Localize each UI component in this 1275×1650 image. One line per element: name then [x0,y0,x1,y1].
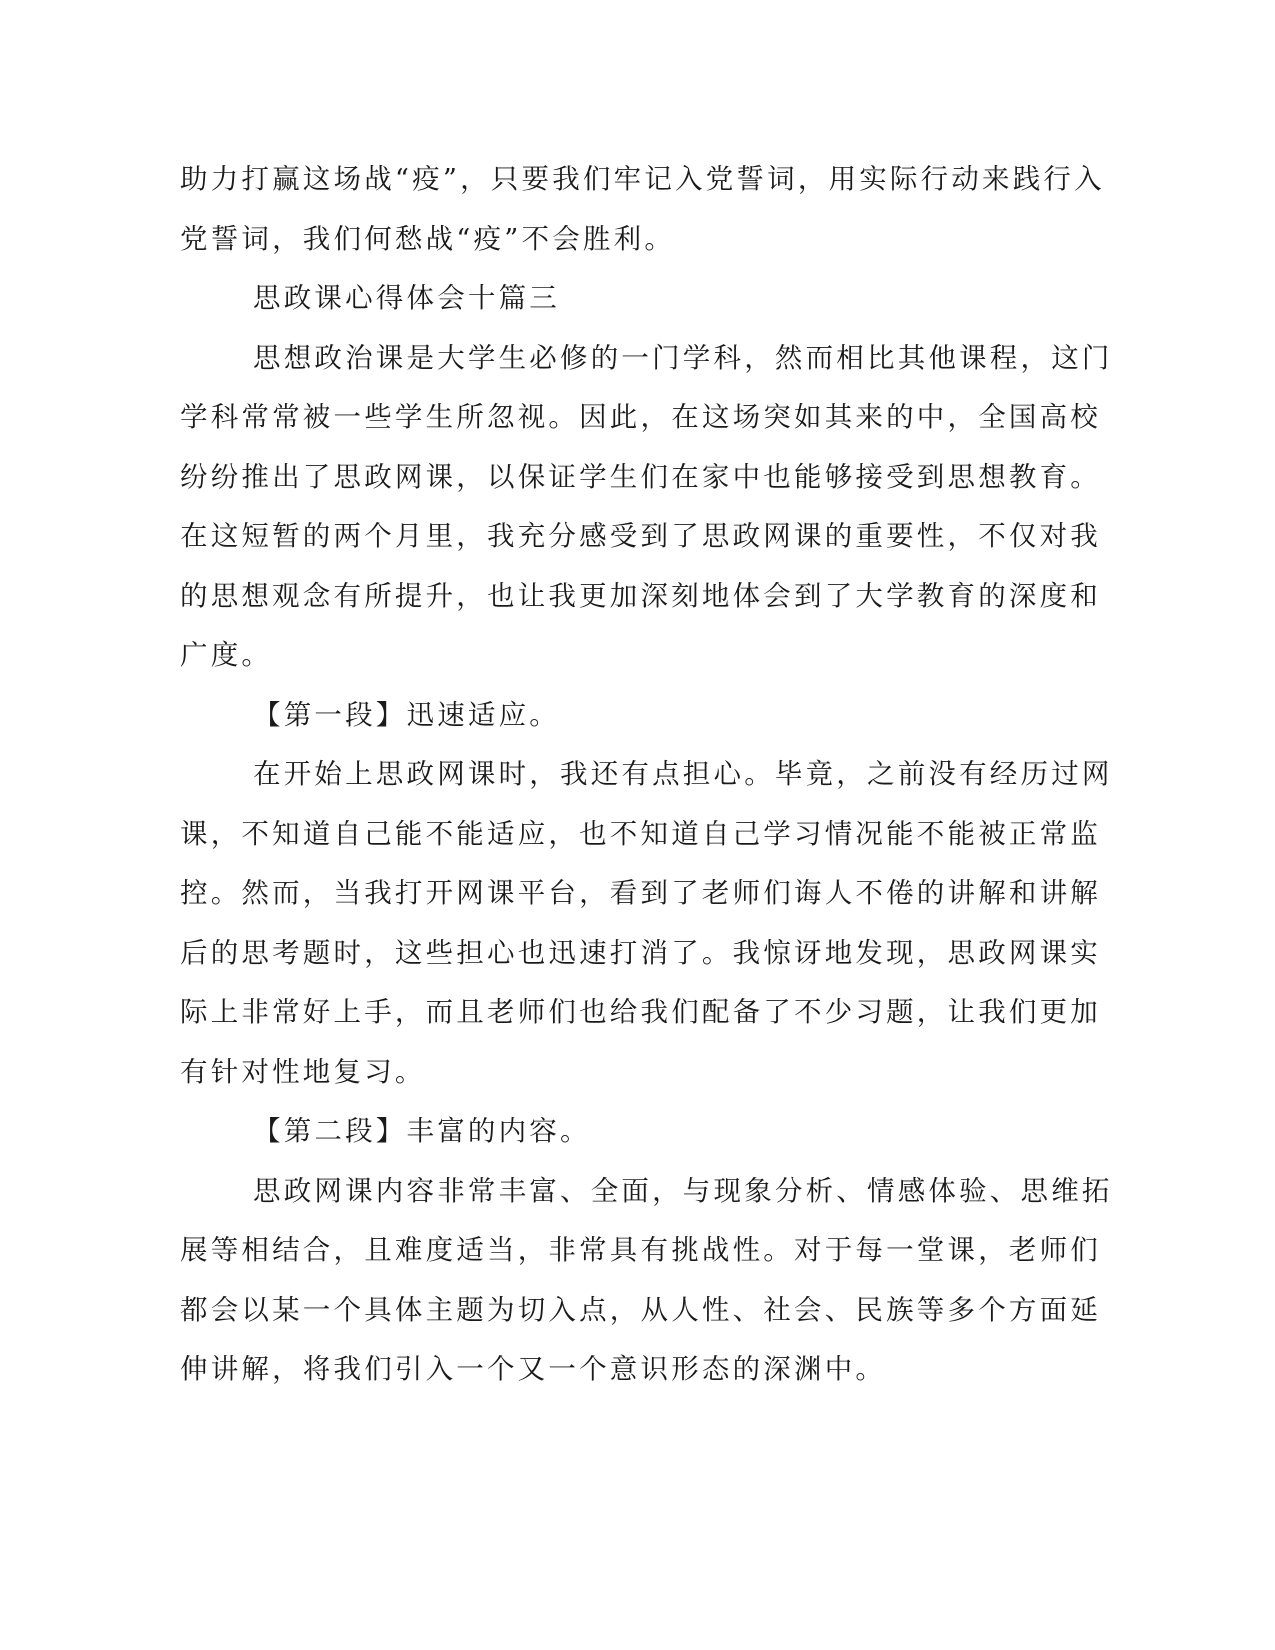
text-line: 党誓词，我们何愁战“疫”不会胜利。 [180,222,676,255]
text-line: 有针对性地复习。 [180,1055,426,1088]
text-line: 纷纷推出了思政网课，以保证学生们在家中也能够接受到思想教育。 [180,460,1101,493]
text-line: 思政课心得体会十篇三 [253,282,560,314]
section-one-heading [180,686,1040,746]
text-line: 在开始上思政网课时，我还有点担心。毕竟，之前没有经历过网 [253,758,1113,790]
text-line: 思想政治课是大学生必修的一门学科，然而相比其他课程，这门 [253,341,1113,374]
text-line: 的思想观念有所提升，也让我更加深刻地体会到了大学教育的深度和 [180,579,1101,612]
document-page [180,150,1113,1400]
paragraph-continuation [180,150,1105,269]
text-line: 控。然而，当我打开网课平台，看到了老师们诲人不倦的讲解和讲解 [180,877,1101,909]
text-line: 在这短暂的两个月里，我充分感受到了思政网课的重要性，不仅对我 [180,520,1101,552]
text-line: 广度。 [180,639,273,671]
text-line: 助力打赢这场战“疫”，只要我们牢记入党誓词，用实际行动来践行入 [180,163,1105,195]
section-two-heading [180,1102,1040,1162]
paragraph-section-one [180,745,1113,1102]
text-line: 【第一段】迅速适应。 [253,698,560,731]
text-line: 思政网课内容非常丰富、全面，与现象分析、情感体验、思维拓 [253,1174,1113,1207]
text-line: 后的思考题时，这些担心也迅速打消了。我惊讶地发现，思政网课实 [180,936,1101,969]
text-line: 学科常常被一些学生所忽视。因此，在这场突如其来的中，全国高校 [180,401,1101,433]
text-line: 展等相结合，且难度适当，非常具有挑战性。对于每一堂课，老师们 [180,1234,1101,1266]
text-line: 伸讲解，将我们引入一个又一个意识形态的深渊中。 [180,1353,887,1385]
paragraph-intro [180,329,1113,686]
text-line: 【第二段】丰富的内容。 [253,1115,591,1147]
text-line: 都会以某一个具体主题为切入点，从人性、社会、民族等多个方面延 [180,1293,1101,1326]
paragraph-section-two [180,1162,1113,1400]
text-line: 课，不知道自己能不能适应，也不知道自己学习情况能不能被正常监 [180,817,1101,850]
text-line: 际上非常好上手，而且老师们也给我们配备了不少习题，让我们更加 [180,996,1101,1028]
section-heading [180,269,1040,329]
